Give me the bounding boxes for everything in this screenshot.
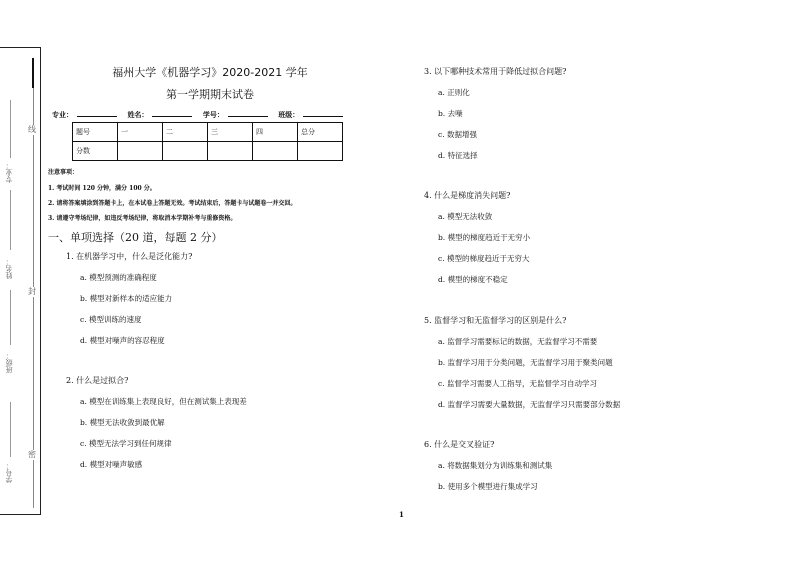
question-option[interactable]: a. 模型无法收敛 [438,212,493,221]
question-option[interactable]: b. 监督学习用于分类问题，无监督学习用于聚类问题 [438,358,613,367]
score-cell [298,142,343,161]
score-table [72,122,343,161]
score-cell [118,142,163,161]
margin-line [10,190,11,250]
margin-line [10,100,11,158]
question-option[interactable]: a. 模型在训练集上表现良好，但在测试集上表现差 [80,397,247,406]
field-class-label: 班级： [278,111,300,119]
question-option[interactable]: a. 模型预测的准确程度 [80,273,157,282]
bind-char-mi: 密 [28,450,36,459]
field-id-label: 学号： [202,111,224,119]
score-header-cell: 四 [253,123,298,142]
question-option[interactable]: d. 模型的梯度不稳定 [438,275,508,284]
bind-char-xian: 线 [28,125,36,134]
field-major-blank[interactable] [77,109,117,117]
score-header-cell: 总分 [298,123,343,142]
question-option[interactable]: b. 模型的梯度趋近于无穷小 [438,233,531,242]
question-option[interactable]: d. 特征选择 [438,151,478,160]
question-option[interactable]: b. 模型对新样本的适应能力 [80,294,173,303]
field-id-blank[interactable] [228,109,268,117]
exam-title: 福州大学《机器学习》2020-2021 学年 [112,66,308,79]
binding-margin [0,47,41,515]
question-option[interactable]: a. 正则化 [438,88,470,97]
note-item: 3. 请遵守考场纪律，如违反考场纪律，将取消本学期补考与重修资格。 [48,215,237,222]
student-info-row [52,109,351,120]
question-option[interactable]: d. 模型对噪声的容忍程度 [80,336,165,345]
margin-label-name: 姓名： [5,258,13,279]
margin-label-id: 学号： [5,462,13,483]
score-header-cell: 二 [163,123,208,142]
notes-title: 注意事项： [48,169,79,176]
question-option[interactable]: c. 模型训练的速度 [80,315,142,324]
question-option[interactable]: b. 使用多个模型进行集成学习 [438,482,538,491]
question-option[interactable]: c. 监督学习需要人工指导，无监督学习自动学习 [438,379,597,388]
margin-line [10,402,11,457]
score-table-score-row [73,142,343,161]
field-name-label: 姓名： [127,111,149,119]
score-cell [163,142,208,161]
score-cell [208,142,253,161]
question-stem: 5. 监督学习和无监督学习的区别是什么? [424,316,567,325]
note-item: 2. 请将答案填涂到答题卡上，在本试卷上答题无效。考试结束后，答题卡与试题卷一并交回。 [48,200,297,207]
score-row-label: 分数 [73,142,118,161]
question-option[interactable]: a. 监督学习需要标记的数据，无监督学习不需要 [438,337,598,346]
field-major-label: 专业： [52,111,73,119]
exam-subtitle: 第一学期期末试卷 [166,88,254,101]
question-option[interactable]: d. 监督学习需要大量数据，无监督学习只需要部分数据 [438,400,621,409]
question-stem: 6. 什么是交叉验证? [424,440,495,449]
question-option[interactable]: b. 模型无法收敛到最优解 [80,418,165,427]
question-option[interactable]: c. 模型无法学习到任何规律 [80,439,172,448]
question-stem: 2. 什么是过拟合? [66,376,129,385]
question-option[interactable]: a. 将数据集划分为训练集和测试集 [438,461,553,470]
question-stem: 4. 什么是梯度消失问题? [424,191,511,200]
question-option[interactable]: c. 模型的梯度趋近于无穷大 [438,254,530,263]
question-stem: 1. 在机器学习中，什么是泛化能力? [66,252,193,261]
page-number: 1 [399,510,404,519]
note-item: 1. 考试时间 120 分钟，满分 100 分。 [48,185,156,192]
question-option[interactable]: b. 去噪 [438,109,463,118]
field-class-blank[interactable] [303,109,343,117]
margin-label-class: 班级： [5,352,13,373]
question-stem: 3. 以下哪种技术常用于降低过拟合问题? [424,67,567,76]
question-option[interactable]: d. 模型对噪声敏感 [80,460,143,469]
score-cell [253,142,298,161]
score-table-header-row [73,123,343,142]
score-header-cell: 题号 [73,123,118,142]
score-header-cell: 三 [208,123,253,142]
question-option[interactable]: c. 数据增强 [438,130,477,139]
bind-char-feng: 封 [28,287,36,296]
score-header-cell: 一 [118,123,163,142]
field-name-blank[interactable] [152,109,192,117]
section-title: 一、单项选择（20 道，每题 2 分） [48,231,223,244]
margin-label-major: 专业： [5,162,13,183]
margin-line [10,290,11,345]
